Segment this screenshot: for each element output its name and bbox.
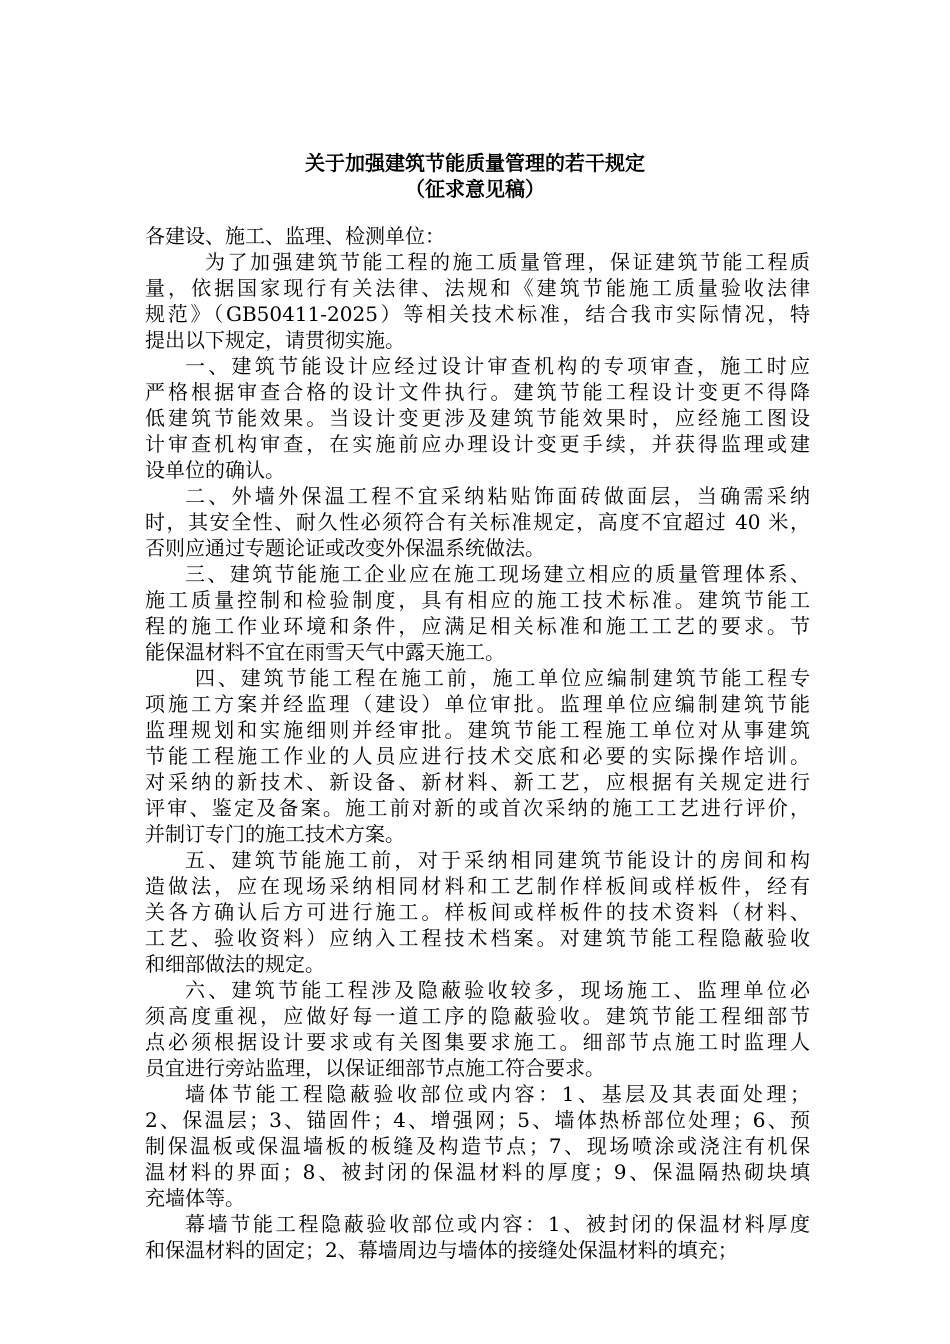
document-body xyxy=(145,223,810,1263)
body-line: 能保温材料不宜在雨雪天气中露天施工。 xyxy=(145,640,505,664)
body-line: 监理规划和实施细则并经审批。建筑节能工程施工单位对从事建筑 xyxy=(145,718,810,742)
body-line: 提出以下规定，请贯彻实施。 xyxy=(145,328,405,352)
body-line: 一、建筑节能设计应经过设计审查机构的专项审查，施工时应 xyxy=(185,354,810,378)
body-line: 员宜进行旁站监理，以保证细部节点施工符合要求。 xyxy=(145,1056,605,1080)
body-line: 关各方确认后方可进行施工。样板间或样板件的技术资料（材料、 xyxy=(145,900,810,924)
body-line: 点必须根据设计要求或有关图集要求施工。细部节点施工时监理人 xyxy=(145,1030,810,1054)
body-line: 温材料的界面；8、被封闭的保温材料的厚度；9、保温隔热砌块填 xyxy=(145,1160,810,1184)
body-line: 计审查机构审查，在实施前应办理设计变更手续，并获得监理或建 xyxy=(145,432,810,456)
body-line: 和保温材料的固定；2、幕墙周边与墙体的接缝处保温材料的填充； xyxy=(145,1238,738,1262)
body-line: 工艺、验收资料）应纳入工程技术档案。对建筑节能工程隐蔽验收 xyxy=(145,926,810,950)
body-line: 严格根据审查合格的设计文件执行。建筑节能工程设计变更不得降 xyxy=(145,380,810,404)
body-line: 并制订专门的施工技术方案。 xyxy=(145,822,405,846)
body-line: 对采纳的新技术、新设备、新材料、新工艺，应根据有关规定进行 xyxy=(145,770,810,794)
body-line: 量，依据国家现行有关法律、法规和《建筑节能施工质量验收法律 xyxy=(145,276,810,300)
body-line: 幕墙节能工程隐蔽验收部位或内容：1、被封闭的保温材料厚度 xyxy=(185,1212,810,1236)
body-line: 四、建筑节能工程在施工前，施工单位应编制建筑节能工程专 xyxy=(195,666,810,690)
document-subtitle: （征求意见稿） xyxy=(405,177,545,201)
body-line: 须高度重视，应做好每一道工序的隐蔽验收。建筑节能工程细部节 xyxy=(145,1004,810,1028)
body-line: 程的施工作业环境和条件，应满足相关标准和施工工艺的要求。节 xyxy=(145,614,810,638)
salutation: 各建设、施工、监理、检测单位： xyxy=(145,224,445,248)
body-line: 评审、鉴定及备案。施工前对新的或首次采纳的施工工艺进行评价， xyxy=(145,796,810,820)
body-line: 规范》（GB50411-2025）等相关技术标准，结合我市实际情况，特 xyxy=(145,302,810,326)
body-line: 为了加强建筑节能工程的施工质量管理，保证建筑节能工程质 xyxy=(205,250,810,274)
body-line: 2、保温层；3、锚固件；4、增强网；5、墙体热桥部位处理；6、预 xyxy=(145,1108,810,1132)
body-line: 设单位的确认。 xyxy=(145,458,285,482)
body-line: 墙体节能工程隐蔽验收部位或内容：1、基层及其表面处理； xyxy=(185,1082,810,1106)
body-line: 制保温板或保温墙板的板缝及构造节点；7、现场喷涂或浇注有机保 xyxy=(145,1134,810,1158)
body-line: 六、建筑节能工程涉及隐蔽验收较多，现场施工、监理单位必 xyxy=(185,978,810,1002)
body-line: 充墙体等。 xyxy=(145,1186,245,1210)
body-line: 时，其安全性、耐久性必须符合有关标准规定，高度不宜超过 40 米， xyxy=(145,510,810,534)
body-line: 施工质量控制和检验制度，具有相应的施工技术标准。建筑节能工 xyxy=(145,588,810,612)
body-line: 三、建筑节能施工企业应在施工现场建立相应的质量管理体系、 xyxy=(185,562,810,586)
body-line: 低建筑节能效果。当设计变更涉及建筑节能效果时，应经施工图设 xyxy=(145,406,810,430)
body-line: 二、外墙外保温工程不宜采纳粘贴饰面砖做面层，当确需采纳 xyxy=(185,484,810,508)
body-line: 节能工程施工作业的人员应进行技术交底和必要的实际操作培训。 xyxy=(145,744,810,768)
body-line: 项施工方案并经监理（建设）单位审批。监理单位应编制建筑节能 xyxy=(145,692,810,716)
body-line: 否则应通过专题论证或改变外保温系统做法。 xyxy=(145,536,545,560)
body-line: 和细部做法的规定。 xyxy=(145,952,325,976)
body-line: 造做法，应在现场采纳相同材料和工艺制作样板间或样板件，经有 xyxy=(145,874,810,898)
body-line: 五、建筑节能施工前，对于采纳相同建筑节能设计的房间和构 xyxy=(185,848,810,872)
document-title: 关于加强建筑节能质量管理的若干规定 xyxy=(305,151,645,175)
